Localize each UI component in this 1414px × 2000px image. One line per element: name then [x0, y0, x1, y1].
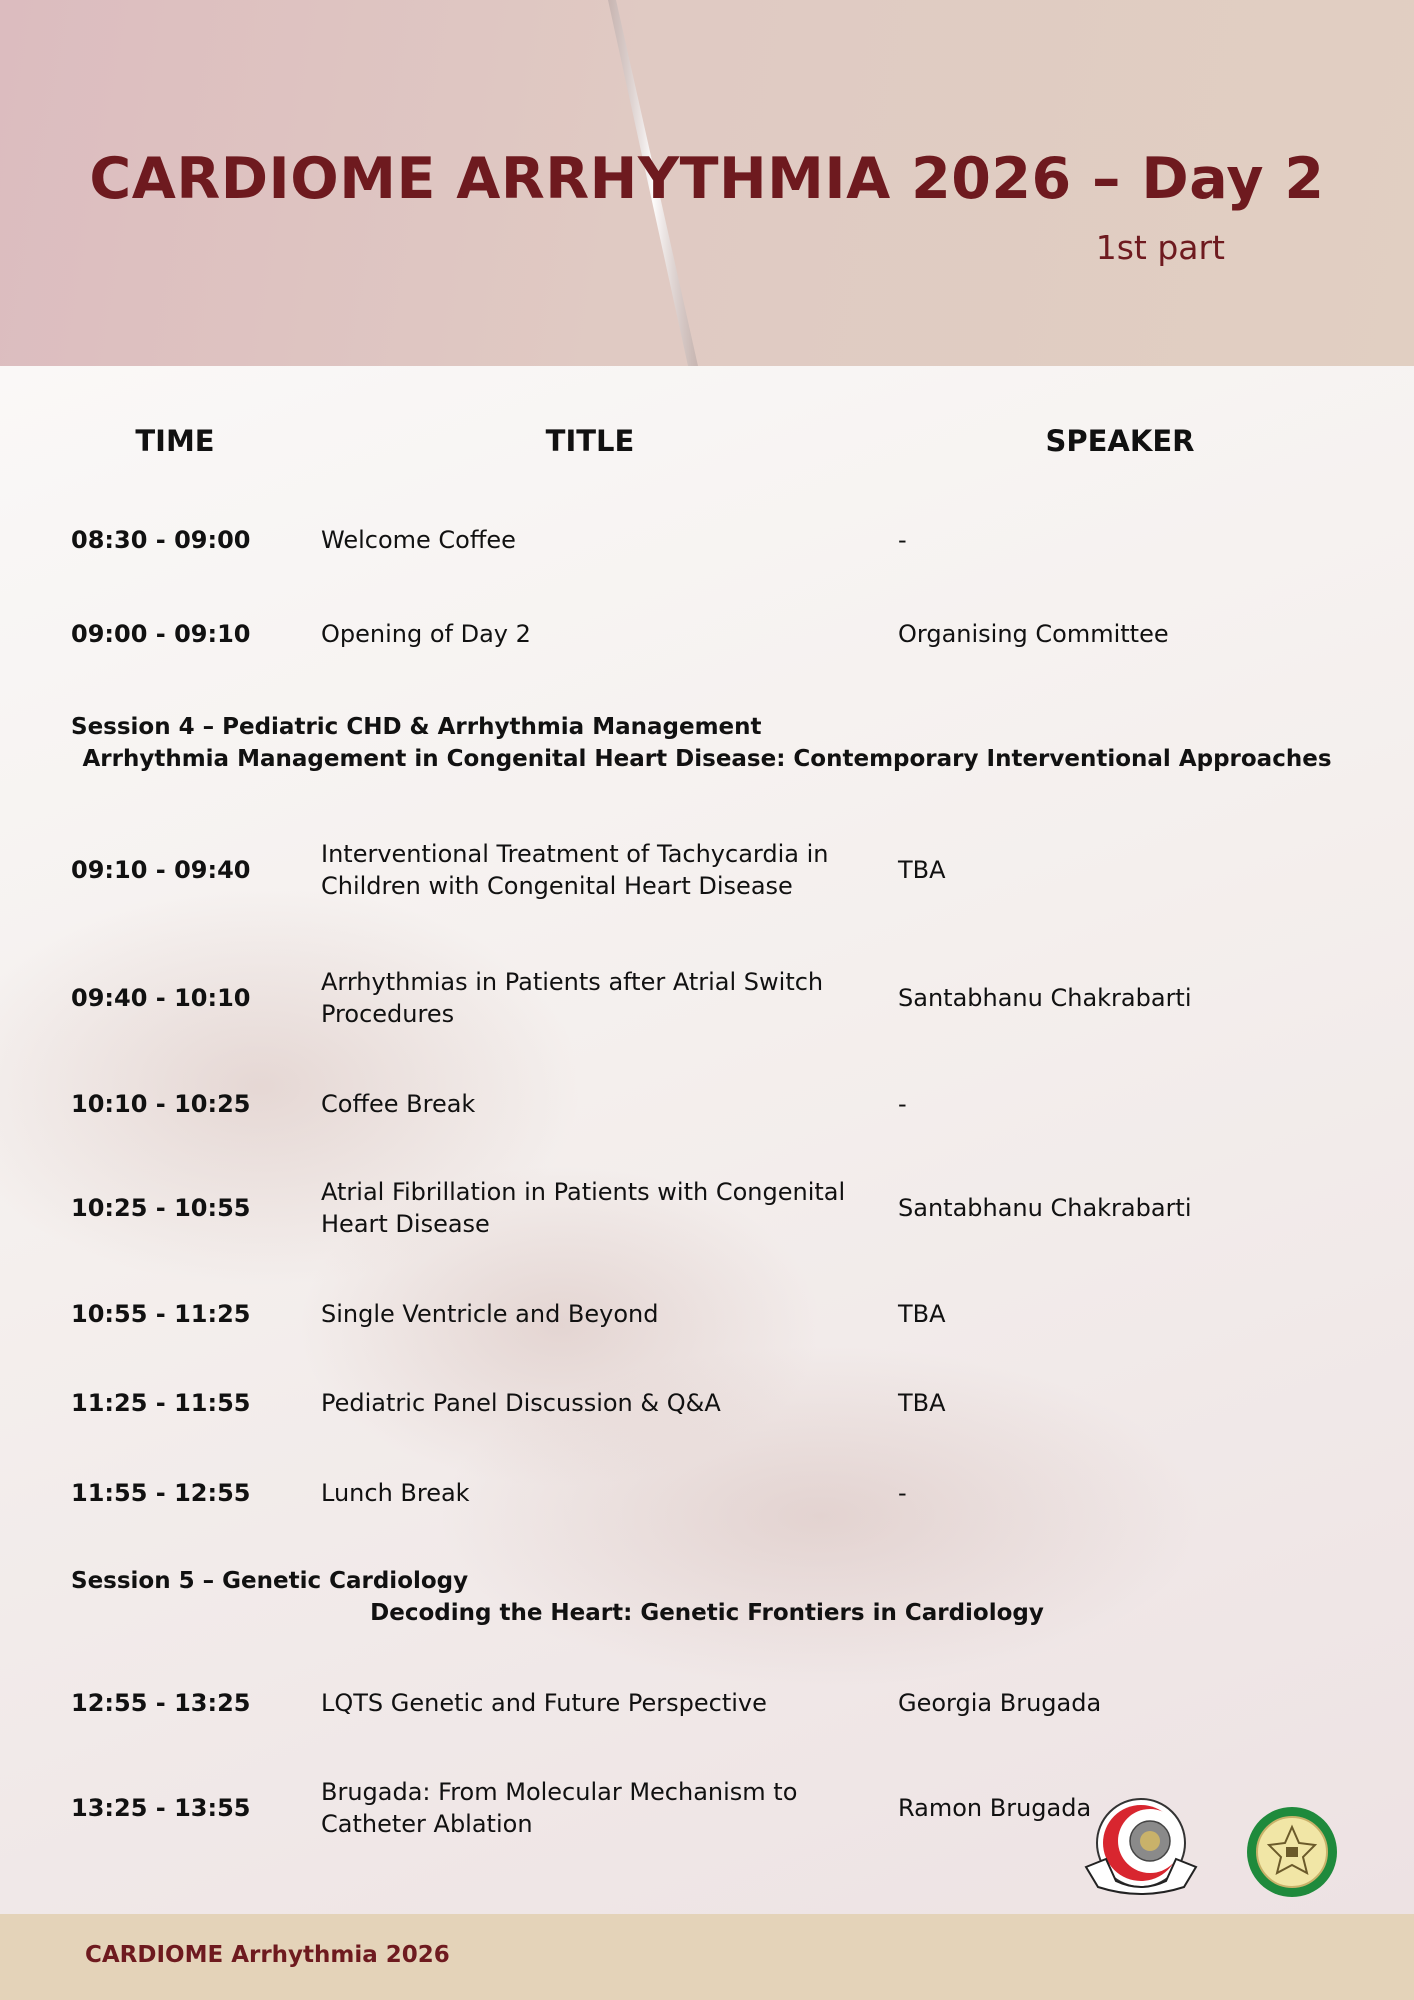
- row-speaker: -: [898, 1090, 907, 1118]
- row-title: Coffee Break: [321, 1090, 476, 1118]
- row-time: 09:40 - 10:10: [71, 984, 251, 1012]
- session-subtitle: Decoding the Heart: Genetic Frontiers in Cardiology: [370, 1600, 1044, 1626]
- footer-text: CARDIOME Arrhythmia 2026: [85, 1942, 450, 1968]
- row-speaker: TBA: [898, 856, 946, 884]
- row-title: Atrial Fibrillation in Patients with Congenital Heart Disease: [321, 1178, 846, 1238]
- row-speaker: -: [898, 1479, 907, 1507]
- row-time: 13:25 - 13:55: [71, 1794, 251, 1822]
- hand-background-decoration: [0, 366, 1414, 1914]
- page-subtitle: 1st part: [1095, 228, 1225, 267]
- column-header-title: TITLE: [545, 424, 635, 458]
- row-time: 12:55 - 13:25: [71, 1689, 251, 1717]
- column-header-speaker: SPEAKER: [1045, 424, 1195, 458]
- row-title: Interventional Treatment of Tachycardia in Children with Congenital Heart Disease: [321, 840, 829, 900]
- row-title: Arrhythmias in Patients after Atrial Switch Procedures: [321, 968, 824, 1028]
- row-time: 10:55 - 11:25: [71, 1300, 251, 1328]
- row-time: 09:10 - 09:40: [71, 856, 251, 884]
- row-time: 10:10 - 10:25: [71, 1090, 251, 1118]
- row-speaker: Ramon Brugada: [898, 1794, 1092, 1822]
- row-title: Lunch Break: [321, 1479, 470, 1507]
- header-banner: [0, 0, 1414, 366]
- row-time: 11:55 - 12:55: [71, 1479, 251, 1507]
- row-speaker: TBA: [898, 1300, 946, 1328]
- row-speaker: Organising Committee: [898, 620, 1169, 648]
- row-title: Opening of Day 2: [321, 620, 531, 648]
- footer-bar: [0, 1914, 1414, 2000]
- row-title: LQTS Genetic and Future Perspective: [321, 1689, 767, 1717]
- university-seal-logo: [1245, 1805, 1339, 1899]
- row-title: Welcome Coffee: [321, 526, 516, 554]
- row-speaker: -: [898, 526, 907, 554]
- session-heading: Session 4 – Pediatric CHD & Arrhythmia Management: [71, 714, 762, 740]
- row-speaker: Santabhanu Chakrabarti: [898, 984, 1192, 1012]
- agenda-body: [0, 366, 1414, 1914]
- row-time: 10:25 - 10:55: [71, 1194, 251, 1222]
- row-speaker: Georgia Brugada: [898, 1689, 1102, 1717]
- row-title: Brugada: From Molecular Mechanism to Catheter Ablation: [321, 1778, 798, 1838]
- row-speaker: TBA: [898, 1389, 946, 1417]
- page-title: CARDIOME ARRHYTHMIA 2026 – Day 2: [89, 146, 1325, 212]
- row-title: Pediatric Panel Discussion & Q&A: [321, 1389, 721, 1417]
- row-title: Single Ventricle and Beyond: [321, 1300, 659, 1328]
- session-subtitle: Arrhythmia Management in Congenital Heart Disease: Contemporary Interventional Approaches: [82, 746, 1332, 772]
- column-header-time: TIME: [135, 424, 215, 458]
- row-time: 08:30 - 09:00: [71, 526, 251, 554]
- row-time: 09:00 - 09:10: [71, 620, 251, 648]
- row-speaker: Santabhanu Chakrabarti: [898, 1194, 1192, 1222]
- crescent-emblem-logo: [1080, 1797, 1202, 1897]
- row-time: 11:25 - 11:55: [71, 1389, 251, 1417]
- session-heading: Session 5 – Genetic Cardiology: [71, 1568, 469, 1594]
